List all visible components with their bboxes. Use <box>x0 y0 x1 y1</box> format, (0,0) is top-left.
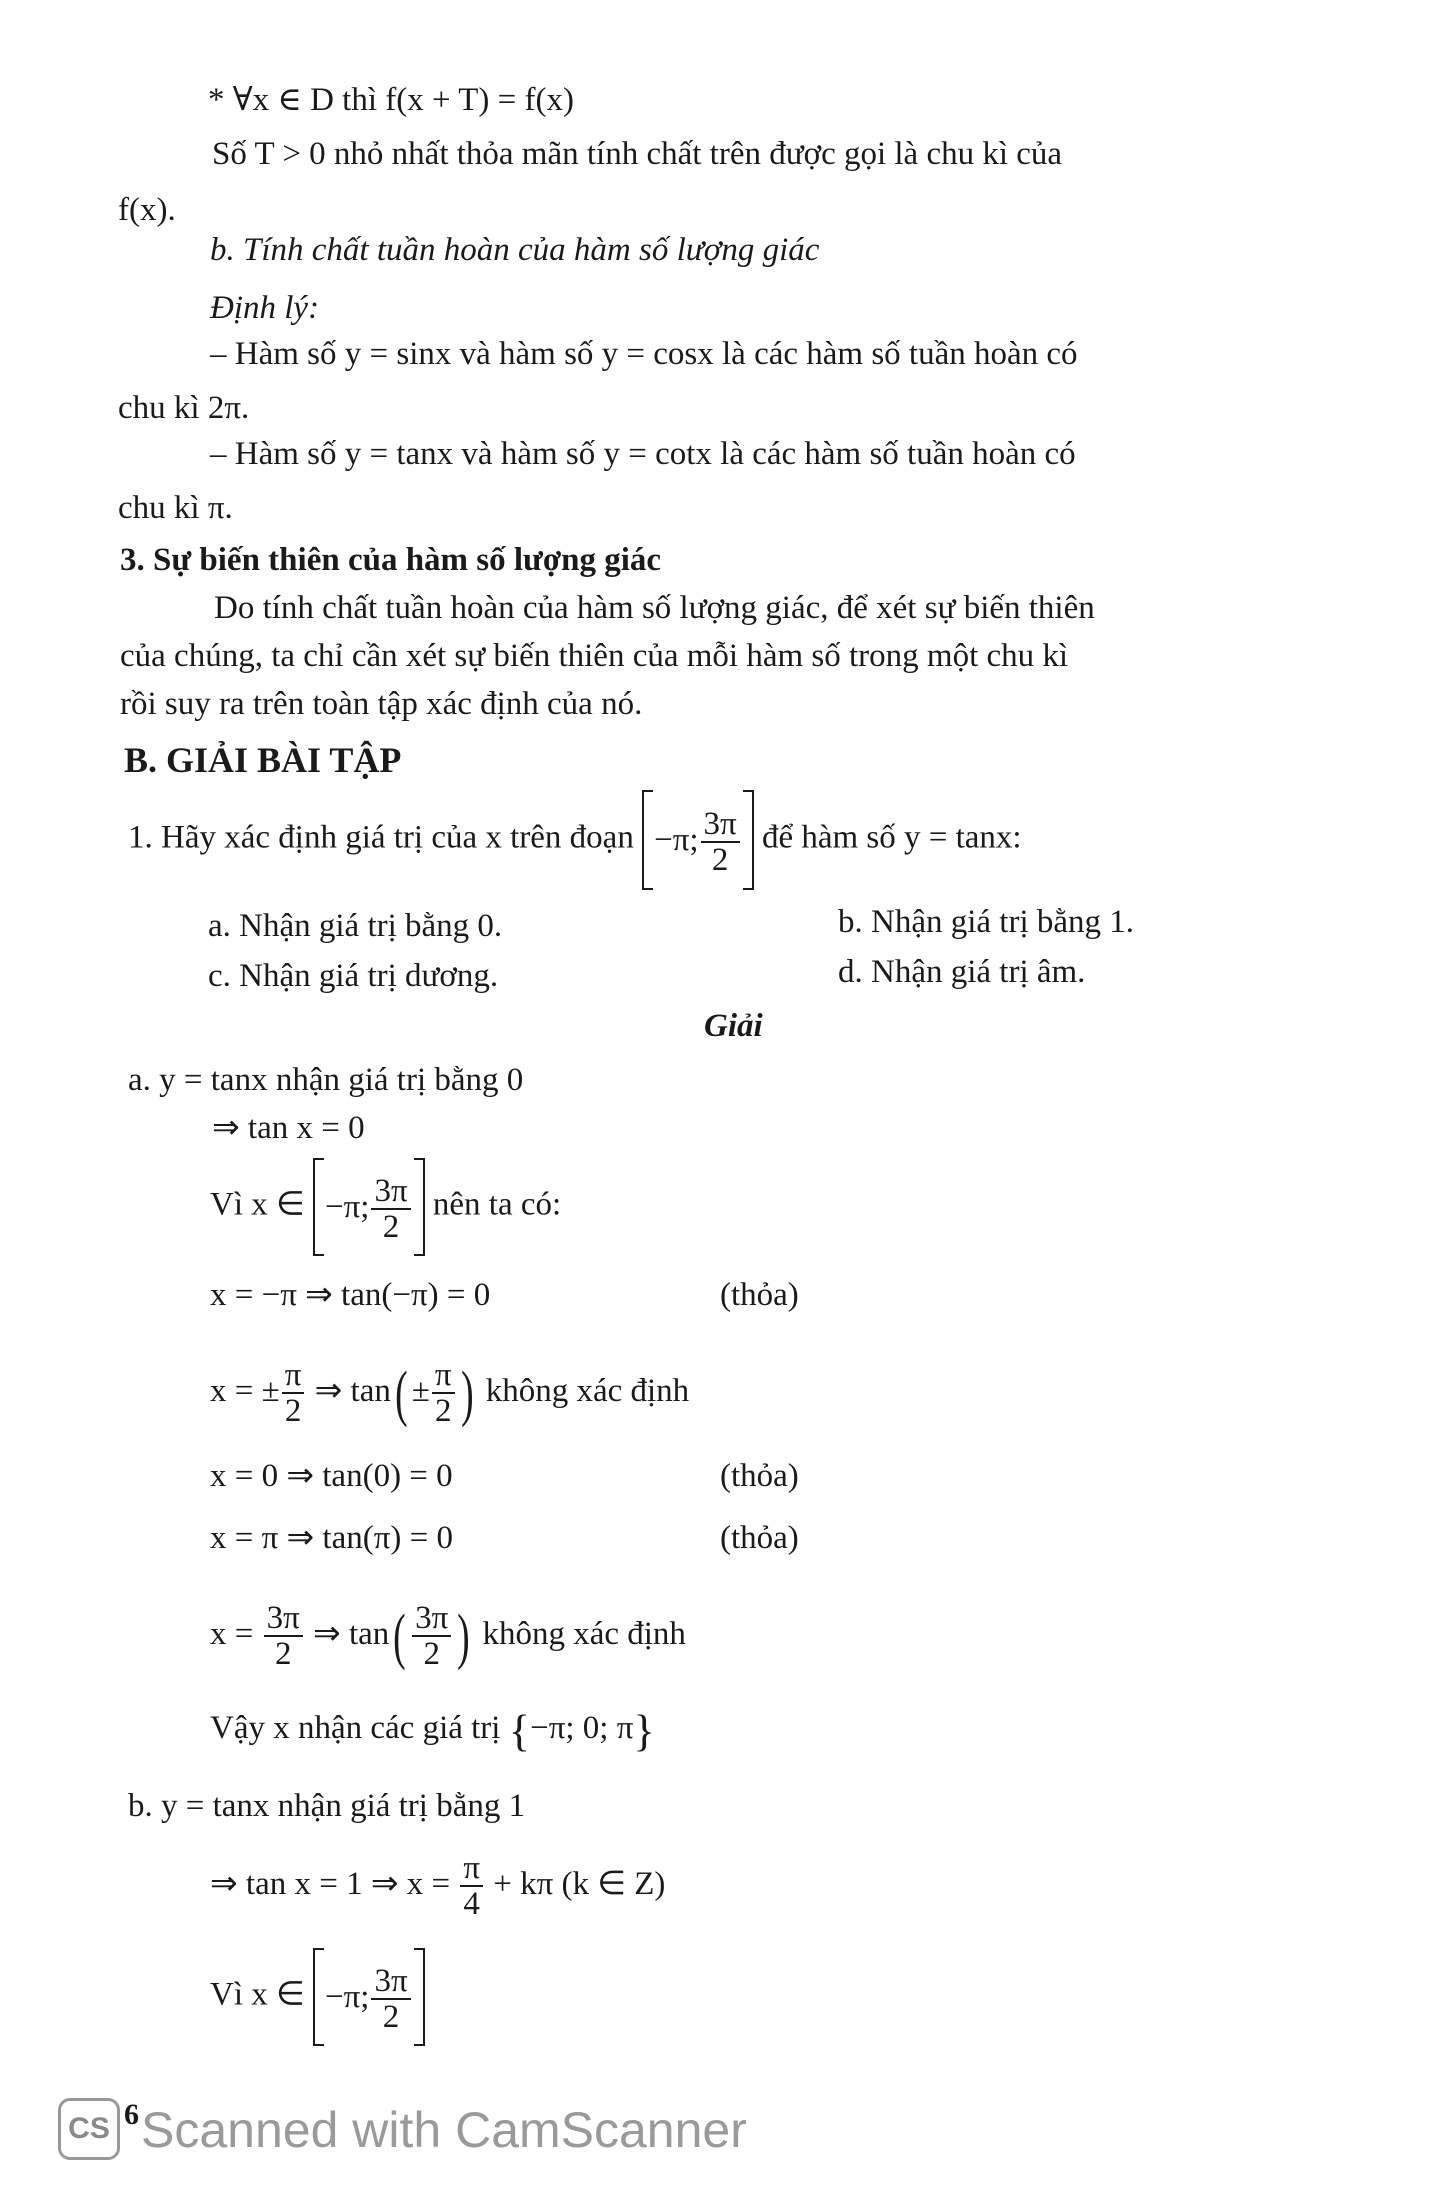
section-3-para-line1: Do tính chất tuần hoàn của hàm số lượng giác, để xét sự biến thiên <box>214 590 1095 626</box>
theorem-sin-cos-line2: chu kì 2π. <box>118 390 250 426</box>
case-pi: x = π ⇒ tan(π) = 0 <box>210 1520 453 1556</box>
case5-arg-numerator: 3π <box>415 1599 449 1636</box>
section-3-para-line3: rồi suy ra trên toàn tập xác định của nó. <box>120 686 643 722</box>
case-minus-pi-note: (thỏa) <box>720 1277 799 1313</box>
domain-denominator: 2 <box>371 1208 410 1245</box>
case-plus-minus-half-pi: x = ± $\frac{\pi}{2}$ ⇒ tan( ± $\frac{\pi}{2}$ ) không xác định <box>210 1356 690 1430</box>
part-b-left: −π; <box>325 1979 370 2015</box>
case-three-half-pi: x = $\frac{3\pi}{2}$ ⇒ tan( $\frac{3\pi}{2}$ ) không xác định <box>210 1599 686 1673</box>
case2-prefix: x = ± <box>210 1373 280 1409</box>
option-d: d. Nhận giá trị âm. <box>838 954 1086 990</box>
therefore-label: nên ta có: <box>432 1186 562 1223</box>
exercise-1-statement <box>128 790 1022 890</box>
theorem-sin-cos-line1: – Hàm số y = sinx và hàm số y = cosx là các hàm số tuần hoàn có <box>210 336 1078 372</box>
domain-left: −π; <box>325 1189 370 1225</box>
option-a: a. Nhận giá trị bằng 0. <box>208 908 503 944</box>
camscanner-logo: CS <box>58 2098 120 2160</box>
section-3-heading: 3. Sự biến thiên của hàm số lượng giác <box>120 542 662 578</box>
interval-numerator: 3π <box>703 805 737 842</box>
footer <box>58 2098 747 2160</box>
because-label: Vì x ∈ <box>210 1186 305 1223</box>
theorem-tan-cot-line2: chu kì π. <box>118 490 233 526</box>
page-number: 6 <box>124 2098 139 2131</box>
interval-left: −π; <box>654 822 699 858</box>
section-3-para-line2: của chúng, ta chỉ cần xét sự biến thiên của mỗi hàm số trong một chu kì <box>120 638 1069 674</box>
exercise-tail: để hàm số y = tanx: <box>761 819 1022 856</box>
theorem-tan-cot-line1: – Hàm số y = tanx và hàm số y = cotx là các hàm số tuần hoàn có <box>210 436 1076 472</box>
case2-numerator: π <box>284 1356 302 1393</box>
case2-arg-denominator: 2 <box>432 1392 455 1429</box>
part-a-heading: a. y = tanx nhận giá trị bằng 0 <box>128 1062 524 1098</box>
domain-bracket <box>313 1158 425 1256</box>
exercise-intro: 1. Hãy xác định giá trị của x trên đoạn <box>128 819 634 856</box>
part-b-numerator: π <box>463 1849 481 1886</box>
case-pi-note: (thỏa) <box>720 1520 799 1556</box>
case2-denominator: 2 <box>282 1392 305 1429</box>
case5-denominator: 2 <box>264 1635 303 1672</box>
domain-numerator: 3π <box>374 1172 408 1209</box>
subsection-b-title: b. Tính chất tuần hoàn của hàm số lượng giác <box>210 232 820 268</box>
case2-pm: ± <box>411 1373 430 1409</box>
case2-arg-numerator: π <box>434 1356 452 1393</box>
case2-note: không xác định <box>485 1373 690 1409</box>
case5-prefix: x = <box>210 1616 254 1652</box>
part-a-domain <box>210 1158 561 1256</box>
case5-tan: ⇒ tan <box>313 1616 390 1652</box>
theorem-label: Định lý: <box>210 290 320 326</box>
case-minus-pi: x = −π ⇒ tan(−π) = 0 <box>210 1277 491 1313</box>
conclusion-set: −π; 0; π <box>530 1710 634 1746</box>
watermark-text: Scanned with CamScanner <box>141 2102 747 2158</box>
solution-title: Giải <box>704 1008 763 1044</box>
period-definition-line2: f(x). <box>118 192 176 228</box>
case2-tan: ⇒ tan <box>314 1373 391 1409</box>
option-c: c. Nhận giá trị dương. <box>208 958 499 994</box>
part-b-eq-prefix: ⇒ tan x = 1 ⇒ x = <box>210 1866 451 1902</box>
case-zero: x = 0 ⇒ tan(0) = 0 <box>210 1458 453 1494</box>
interval-bracket <box>642 790 754 890</box>
part-b-because: Vì x ∈ <box>210 1976 305 2013</box>
part-b-bracket <box>313 1948 425 2046</box>
section-B-heading: B. GIẢI BÀI TẬP <box>124 740 402 780</box>
part-b-equation <box>210 1836 665 1932</box>
case5-arg-denominator: 2 <box>412 1635 451 1672</box>
part-b-eq-suffix: + kπ (k ∈ Z) <box>493 1866 666 1902</box>
case5-numerator: 3π <box>266 1599 300 1636</box>
periodic-condition: * ∀x ∈ D thì f(x + T) = f(x) <box>208 82 574 118</box>
part-b-domain-numerator: 3π <box>374 1962 408 1999</box>
period-definition-line1: Số T > 0 nhỏ nhất thỏa mãn tính chất trên được gọi là chu kì của <box>212 136 1063 172</box>
part-b-heading: b. y = tanx nhận giá trị bằng 1 <box>128 1788 526 1824</box>
conclusion-text: Vậy x nhận các giá trị <box>210 1710 501 1746</box>
part-b-domain-denominator: 2 <box>371 1998 410 2035</box>
case5-note: không xác định <box>482 1616 686 1652</box>
part-a-equation: ⇒ tan x = 0 <box>212 1110 365 1146</box>
case-zero-note: (thỏa) <box>720 1458 799 1494</box>
option-b: b. Nhận giá trị bằng 1. <box>838 904 1135 940</box>
part-a-conclusion: Vậy x nhận các giá trị {−π; 0; π} <box>210 1705 655 1756</box>
part-b-denominator: 4 <box>460 1885 483 1922</box>
part-b-domain <box>210 1948 425 2046</box>
interval-denominator: 2 <box>701 841 740 878</box>
